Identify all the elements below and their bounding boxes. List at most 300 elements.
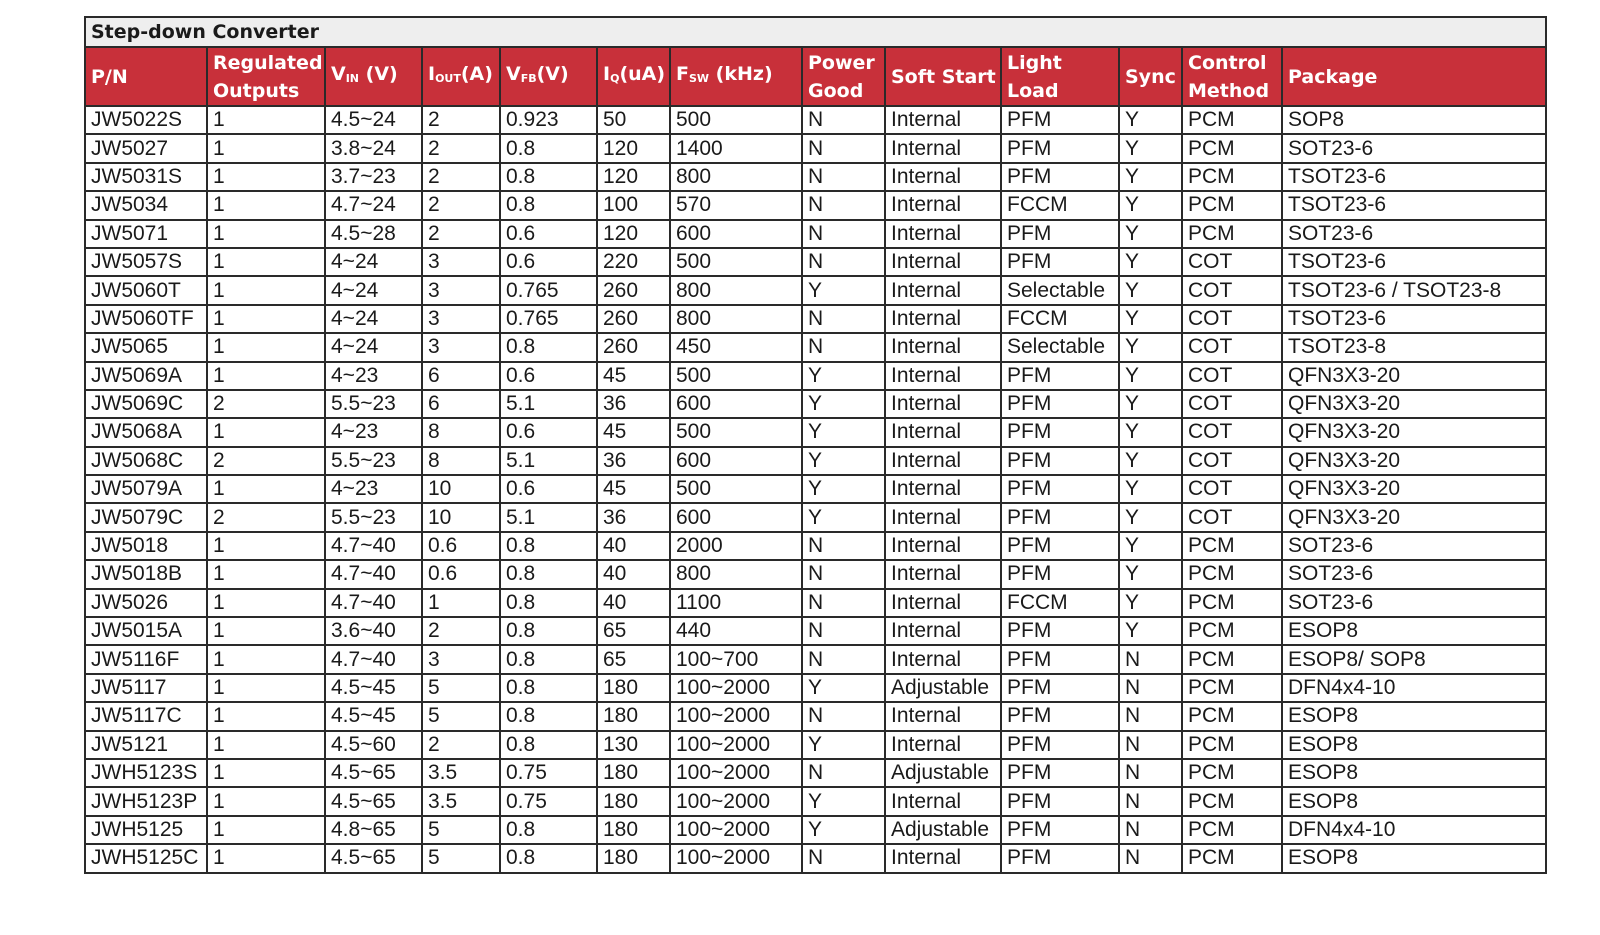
cell-ctrl: PCM (1182, 759, 1282, 787)
cell-fsw: 500 (670, 362, 802, 390)
cell-iout: 5 (422, 844, 500, 872)
cell-pkg: DFN4x4-10 (1282, 674, 1546, 702)
cell-iq: 100 (597, 191, 670, 219)
cell-pg: N (802, 248, 885, 276)
cell-fsw: 600 (670, 390, 802, 418)
cell-vfb: 0.6 (500, 248, 597, 276)
cell-outputs: 1 (207, 191, 325, 219)
cell-ctrl: PCM (1182, 645, 1282, 673)
cell-vfb: 0.6 (500, 362, 597, 390)
cell-fsw: 1100 (670, 589, 802, 617)
cell-sync: N (1119, 645, 1182, 673)
cell-pg: N (802, 617, 885, 645)
cell-ctrl: COT (1182, 418, 1282, 446)
cell-ctrl: PCM (1182, 106, 1282, 134)
cell-vfb: 0.8 (500, 589, 597, 617)
cell-outputs: 1 (207, 759, 325, 787)
cell-ss: Internal (885, 220, 1001, 248)
table-row (85, 731, 1546, 759)
cell-iout: 2 (422, 731, 500, 759)
cell-vin: 4~23 (325, 362, 422, 390)
cell-fsw: 1400 (670, 134, 802, 162)
cell-iq: 40 (597, 532, 670, 560)
cell-ss: Internal (885, 447, 1001, 475)
cell-fsw: 600 (670, 220, 802, 248)
cell-sync: Y (1119, 475, 1182, 503)
cell-ss: Internal (885, 305, 1001, 333)
column-header-iq: $I_Q(uA)$ (597, 47, 670, 106)
table-row (85, 617, 1546, 645)
cell-ll: PFM (1001, 106, 1119, 134)
table-body (85, 106, 1546, 873)
cell-outputs: 1 (207, 816, 325, 844)
table-row (85, 276, 1546, 304)
cell-ss: Internal (885, 702, 1001, 730)
cell-outputs: 1 (207, 787, 325, 815)
cell-outputs: 1 (207, 674, 325, 702)
cell-outputs: 1 (207, 220, 325, 248)
cell-fsw: 800 (670, 305, 802, 333)
cell-ss: Internal (885, 844, 1001, 872)
cell-pkg: TSOT23-6 (1282, 163, 1546, 191)
cell-fsw: 100~2000 (670, 702, 802, 730)
cell-iq: 120 (597, 220, 670, 248)
cell-ctrl: COT (1182, 390, 1282, 418)
cell-vin: 4~23 (325, 475, 422, 503)
cell-ss: Internal (885, 787, 1001, 815)
cell-pkg: ESOP8 (1282, 731, 1546, 759)
cell-vin: 4.5~45 (325, 702, 422, 730)
cell-ctrl: PCM (1182, 134, 1282, 162)
cell-pg: N (802, 163, 885, 191)
column-header-outputs: Regulated Outputs (207, 47, 325, 106)
cell-sync: Y (1119, 305, 1182, 333)
table-row (85, 645, 1546, 673)
cell-ll: PFM (1001, 134, 1119, 162)
cell-ss: Internal (885, 106, 1001, 134)
cell-vin: 4.7~40 (325, 589, 422, 617)
cell-pkg: QFN3X3-20 (1282, 390, 1546, 418)
cell-ctrl: PCM (1182, 702, 1282, 730)
cell-ctrl: COT (1182, 248, 1282, 276)
cell-outputs: 1 (207, 475, 325, 503)
cell-pn: JW5060T (85, 276, 207, 304)
column-header-pn: P/N (85, 47, 207, 106)
cell-pn: JW5121 (85, 731, 207, 759)
cell-fsw: 570 (670, 191, 802, 219)
table-row (85, 418, 1546, 446)
cell-pkg: QFN3X3-20 (1282, 362, 1546, 390)
cell-iout: 3.5 (422, 759, 500, 787)
cell-fsw: 100~2000 (670, 731, 802, 759)
cell-ll: PFM (1001, 503, 1119, 531)
cell-vfb: 0.8 (500, 844, 597, 872)
cell-pn: JW5018B (85, 560, 207, 588)
cell-pkg: ESOP8 (1282, 787, 1546, 815)
cell-iq: 40 (597, 589, 670, 617)
cell-ss: Internal (885, 532, 1001, 560)
cell-iq: 45 (597, 418, 670, 446)
cell-fsw: 100~700 (670, 645, 802, 673)
cell-ll: PFM (1001, 163, 1119, 191)
cell-pn: JW5065 (85, 333, 207, 361)
cell-fsw: 800 (670, 560, 802, 588)
cell-ll: PFM (1001, 702, 1119, 730)
cell-pkg: TSOT23-8 (1282, 333, 1546, 361)
cell-pkg: SOT23-6 (1282, 134, 1546, 162)
cell-iout: 2 (422, 191, 500, 219)
table-row (85, 816, 1546, 844)
cell-pn: JW5116F (85, 645, 207, 673)
cell-ss: Internal (885, 503, 1001, 531)
cell-pkg: QFN3X3-20 (1282, 418, 1546, 446)
cell-ll: PFM (1001, 759, 1119, 787)
cell-pn: JW5022S (85, 106, 207, 134)
cell-pn: JW5068A (85, 418, 207, 446)
table-row (85, 333, 1546, 361)
cell-fsw: 100~2000 (670, 759, 802, 787)
cell-ll: PFM (1001, 390, 1119, 418)
cell-iq: 180 (597, 844, 670, 872)
cell-ss: Internal (885, 589, 1001, 617)
table-row (85, 248, 1546, 276)
cell-iq: 260 (597, 276, 670, 304)
cell-iout: 0.6 (422, 532, 500, 560)
cell-pg: N (802, 560, 885, 588)
cell-outputs: 1 (207, 106, 325, 134)
cell-pkg: TSOT23-6 (1282, 305, 1546, 333)
cell-sync: Y (1119, 220, 1182, 248)
cell-fsw: 600 (670, 503, 802, 531)
cell-ss: Internal (885, 163, 1001, 191)
cell-ss: Internal (885, 333, 1001, 361)
cell-ss: Internal (885, 645, 1001, 673)
cell-sync: N (1119, 731, 1182, 759)
cell-fsw: 100~2000 (670, 787, 802, 815)
cell-fsw: 100~2000 (670, 844, 802, 872)
cell-ctrl: COT (1182, 503, 1282, 531)
cell-vfb: 0.8 (500, 645, 597, 673)
cell-ctrl: PCM (1182, 816, 1282, 844)
column-header-row (85, 47, 1546, 106)
cell-vin: 3.8~24 (325, 134, 422, 162)
cell-vfb: 0.8 (500, 134, 597, 162)
cell-pg: Y (802, 503, 885, 531)
cell-ss: Internal (885, 248, 1001, 276)
table-row (85, 362, 1546, 390)
cell-pn: JW5057S (85, 248, 207, 276)
cell-outputs: 1 (207, 163, 325, 191)
cell-iq: 130 (597, 731, 670, 759)
cell-iout: 1 (422, 589, 500, 617)
cell-iout: 2 (422, 163, 500, 191)
table-row (85, 220, 1546, 248)
cell-vfb: 0.8 (500, 560, 597, 588)
step-down-converter-table (84, 16, 1547, 874)
column-header-iout: $I_{OUT}(A)$ (422, 47, 500, 106)
cell-vfb: 5.1 (500, 390, 597, 418)
cell-iout: 0.6 (422, 560, 500, 588)
cell-pg: Y (802, 475, 885, 503)
column-header-vfb: $V_{FB}(V)$ (500, 47, 597, 106)
cell-sync: Y (1119, 560, 1182, 588)
cell-iq: 180 (597, 787, 670, 815)
cell-pkg: QFN3X3-20 (1282, 503, 1546, 531)
cell-iq: 36 (597, 503, 670, 531)
cell-ctrl: PCM (1182, 163, 1282, 191)
cell-ll: PFM (1001, 248, 1119, 276)
cell-pn: JWH5125C (85, 844, 207, 872)
cell-outputs: 1 (207, 333, 325, 361)
column-header-ll: Light Load (1001, 47, 1119, 106)
column-header-sync: Sync (1119, 47, 1182, 106)
table-row (85, 475, 1546, 503)
cell-vin: 5.5~23 (325, 503, 422, 531)
cell-outputs: 1 (207, 589, 325, 617)
column-header-pkg: Package (1282, 47, 1546, 106)
table-row (85, 106, 1546, 134)
cell-pn: JW5031S (85, 163, 207, 191)
cell-iout: 8 (422, 447, 500, 475)
cell-pkg: ESOP8 (1282, 617, 1546, 645)
cell-fsw: 600 (670, 447, 802, 475)
cell-sync: Y (1119, 503, 1182, 531)
cell-sync: Y (1119, 106, 1182, 134)
cell-sync: Y (1119, 390, 1182, 418)
cell-vin: 4~24 (325, 333, 422, 361)
cell-sync: Y (1119, 163, 1182, 191)
cell-sync: N (1119, 674, 1182, 702)
cell-pn: JWH5123P (85, 787, 207, 815)
cell-outputs: 2 (207, 503, 325, 531)
cell-ctrl: PCM (1182, 731, 1282, 759)
cell-iq: 65 (597, 617, 670, 645)
table-row (85, 844, 1546, 872)
cell-vin: 4.5~65 (325, 844, 422, 872)
cell-ctrl: PCM (1182, 560, 1282, 588)
cell-pn: JW5069A (85, 362, 207, 390)
cell-iout: 3 (422, 248, 500, 276)
cell-iout: 6 (422, 362, 500, 390)
cell-outputs: 2 (207, 390, 325, 418)
cell-iq: 50 (597, 106, 670, 134)
cell-vin: 4.7~40 (325, 532, 422, 560)
cell-pg: N (802, 333, 885, 361)
cell-sync: Y (1119, 276, 1182, 304)
cell-sync: Y (1119, 333, 1182, 361)
cell-vfb: 0.923 (500, 106, 597, 134)
cell-iq: 36 (597, 447, 670, 475)
cell-fsw: 100~2000 (670, 816, 802, 844)
table-row (85, 390, 1546, 418)
cell-fsw: 100~2000 (670, 674, 802, 702)
table-row (85, 787, 1546, 815)
cell-pg: N (802, 759, 885, 787)
cell-pg: N (802, 106, 885, 134)
cell-ctrl: PCM (1182, 220, 1282, 248)
cell-vfb: 5.1 (500, 503, 597, 531)
cell-ll: PFM (1001, 731, 1119, 759)
cell-ctrl: COT (1182, 333, 1282, 361)
cell-pg: N (802, 645, 885, 673)
cell-vfb: 0.8 (500, 816, 597, 844)
cell-vfb: 0.8 (500, 163, 597, 191)
cell-ll: PFM (1001, 418, 1119, 446)
cell-vin: 4.5~65 (325, 787, 422, 815)
cell-pn: JW5117C (85, 702, 207, 730)
cell-ss: Internal (885, 134, 1001, 162)
cell-ll: Selectable (1001, 333, 1119, 361)
cell-sync: Y (1119, 589, 1182, 617)
cell-pn: JW5015A (85, 617, 207, 645)
cell-pkg: ESOP8 (1282, 759, 1546, 787)
cell-vin: 4.7~40 (325, 645, 422, 673)
cell-ll: FCCM (1001, 191, 1119, 219)
cell-iq: 180 (597, 674, 670, 702)
cell-ll: PFM (1001, 447, 1119, 475)
cell-pkg: ESOP8 (1282, 702, 1546, 730)
column-header-ctrl: Control Method (1182, 47, 1282, 106)
cell-vin: 4.5~45 (325, 674, 422, 702)
cell-ctrl: PCM (1182, 674, 1282, 702)
cell-pg: N (802, 191, 885, 219)
cell-pn: JWH5123S (85, 759, 207, 787)
cell-sync: Y (1119, 617, 1182, 645)
cell-vfb: 0.8 (500, 333, 597, 361)
cell-fsw: 500 (670, 106, 802, 134)
cell-pkg: SOP8 (1282, 106, 1546, 134)
cell-vfb: 0.8 (500, 617, 597, 645)
table-row (85, 134, 1546, 162)
cell-pg: N (802, 305, 885, 333)
cell-pn: JW5069C (85, 390, 207, 418)
cell-ss: Internal (885, 418, 1001, 446)
cell-ctrl: COT (1182, 305, 1282, 333)
cell-vfb: 0.6 (500, 418, 597, 446)
cell-vin: 3.6~40 (325, 617, 422, 645)
cell-iout: 3 (422, 276, 500, 304)
cell-iout: 2 (422, 106, 500, 134)
cell-outputs: 1 (207, 645, 325, 673)
cell-pkg: ESOP8/ SOP8 (1282, 645, 1546, 673)
cell-pg: N (802, 589, 885, 617)
cell-vin: 3.7~23 (325, 163, 422, 191)
cell-iq: 180 (597, 702, 670, 730)
cell-pn: JW5060TF (85, 305, 207, 333)
cell-pn: JW5068C (85, 447, 207, 475)
cell-sync: N (1119, 702, 1182, 730)
cell-iout: 3 (422, 305, 500, 333)
cell-fsw: 2000 (670, 532, 802, 560)
cell-pg: Y (802, 362, 885, 390)
cell-outputs: 1 (207, 276, 325, 304)
cell-iout: 2 (422, 617, 500, 645)
cell-outputs: 1 (207, 617, 325, 645)
cell-ctrl: PCM (1182, 844, 1282, 872)
cell-ctrl: COT (1182, 362, 1282, 390)
cell-pg: Y (802, 390, 885, 418)
cell-iq: 260 (597, 333, 670, 361)
cell-pg: N (802, 844, 885, 872)
cell-outputs: 1 (207, 248, 325, 276)
cell-sync: Y (1119, 447, 1182, 475)
cell-ss: Internal (885, 731, 1001, 759)
cell-pkg: QFN3X3-20 (1282, 447, 1546, 475)
cell-fsw: 800 (670, 276, 802, 304)
cell-pn: JW5117 (85, 674, 207, 702)
cell-pn: JW5026 (85, 589, 207, 617)
cell-ss: Adjustable (885, 674, 1001, 702)
cell-outputs: 1 (207, 305, 325, 333)
cell-ll: Selectable (1001, 276, 1119, 304)
cell-ll: PFM (1001, 787, 1119, 815)
cell-outputs: 1 (207, 844, 325, 872)
table-row (85, 560, 1546, 588)
cell-outputs: 1 (207, 702, 325, 730)
cell-iq: 45 (597, 362, 670, 390)
cell-iq: 180 (597, 816, 670, 844)
cell-ll: PFM (1001, 674, 1119, 702)
cell-pkg: SOT23-6 (1282, 220, 1546, 248)
cell-iout: 10 (422, 475, 500, 503)
cell-pn: JW5079C (85, 503, 207, 531)
cell-outputs: 1 (207, 362, 325, 390)
cell-ll: PFM (1001, 560, 1119, 588)
cell-iout: 8 (422, 418, 500, 446)
cell-vfb: 5.1 (500, 447, 597, 475)
cell-pkg: SOT23-6 (1282, 589, 1546, 617)
cell-vfb: 0.75 (500, 759, 597, 787)
cell-iout: 5 (422, 674, 500, 702)
table-row (85, 589, 1546, 617)
cell-vfb: 0.765 (500, 305, 597, 333)
cell-pg: Y (802, 731, 885, 759)
cell-iout: 10 (422, 503, 500, 531)
cell-outputs: 1 (207, 532, 325, 560)
cell-pg: N (802, 220, 885, 248)
cell-vin: 4~24 (325, 276, 422, 304)
cell-pn: JW5027 (85, 134, 207, 162)
cell-ss: Internal (885, 617, 1001, 645)
cell-vin: 4.5~28 (325, 220, 422, 248)
cell-pg: N (802, 532, 885, 560)
cell-ll: PFM (1001, 532, 1119, 560)
cell-outputs: 2 (207, 447, 325, 475)
cell-sync: N (1119, 759, 1182, 787)
cell-pg: Y (802, 447, 885, 475)
cell-sync: Y (1119, 134, 1182, 162)
cell-pn: JW5079A (85, 475, 207, 503)
cell-vin: 4.8~65 (325, 816, 422, 844)
cell-vin: 5.5~23 (325, 390, 422, 418)
cell-iq: 40 (597, 560, 670, 588)
cell-sync: Y (1119, 532, 1182, 560)
cell-vfb: 0.8 (500, 731, 597, 759)
cell-pg: Y (802, 787, 885, 815)
cell-iq: 120 (597, 163, 670, 191)
cell-ctrl: PCM (1182, 617, 1282, 645)
cell-pkg: ESOP8 (1282, 844, 1546, 872)
cell-pg: Y (802, 674, 885, 702)
cell-ll: PFM (1001, 617, 1119, 645)
cell-iout: 3 (422, 645, 500, 673)
cell-vfb: 0.8 (500, 191, 597, 219)
cell-vfb: 0.765 (500, 276, 597, 304)
cell-vin: 4.5~65 (325, 759, 422, 787)
cell-vin: 4~24 (325, 305, 422, 333)
cell-ll: PFM (1001, 816, 1119, 844)
cell-ss: Internal (885, 475, 1001, 503)
